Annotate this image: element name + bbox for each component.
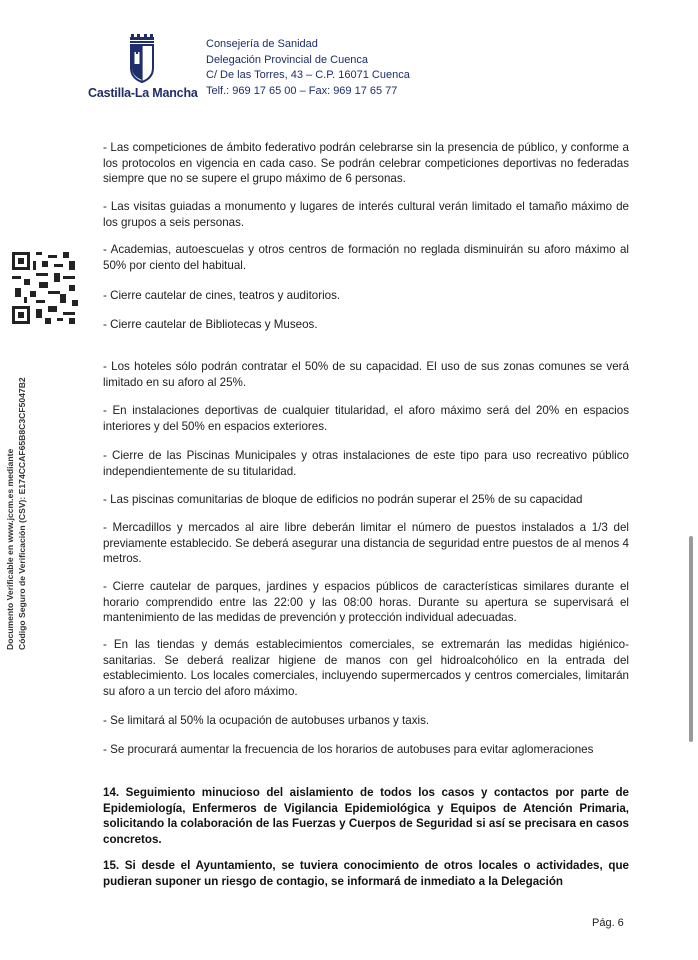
paragraph: - Cierre cautelar de Bibliotecas y Museos. (103, 318, 318, 331)
paragraph: - Cierre cautelar de cines, teatros y auditorios. (103, 289, 341, 302)
paragraph: - En instalaciones deportivas de cualquier titularidad, el aforo máximo será del 20% en espacios interiores y del 50% en espacios exteriores. (103, 404, 629, 433)
org-line: Delegación Provincial de Cuenca (206, 53, 369, 66)
numbered-item-15: 15. Si desde el Ayuntamiento, se tuviera conocimiento de otros locales o actividades, que pudieran suponer un riesgo de contagio, se informará de inmediato a la Delegación (103, 859, 629, 888)
numbered-item-14: 14. Seguimiento minucioso del aislamiento de todos los casos y contactos por parte de Epidemiología, Enfermeros de Vigilancia Epidemiológica y Equipos de Atención Primaria, solicitando la colaboración de las Fuerzas y Cuerpos de Seguridad si así se precisara en casos concretos. (103, 786, 629, 846)
qr-code (12, 252, 78, 324)
org-line: C/ De las Torres, 43 – C.P. 16071 Cuenca (206, 69, 410, 81)
scrollbar[interactable] (689, 536, 693, 742)
paragraph: - En las tiendas y demás establecimientos comerciales, se extremarán las medidas higiénico-sanitarias. Se deberá realizar higiene de manos con gel hidroalcohólico en la entrada del establecimiento. Los locales comerciales, incluyendo supermercados y centros comerciales, limitarán su aforo a un tercio del aforo máximo. (103, 638, 629, 698)
castilla-la-mancha-logo (88, 34, 196, 100)
verification-line: Código Seguro de Verificación (CSV): E174CCAF65B8C3CF5047B2 (17, 377, 27, 650)
paragraph: - Las visitas guiadas a monumento y lugares de interés cultural verán limitado el tamaño máximo de los grupos a seis personas. (103, 200, 629, 229)
verification-line: Documento Verificable en www.jccm.es mediante (5, 448, 15, 650)
paragraph: - Se procurará aumentar la frecuencia de los horarios de autobuses para evitar aglomeraciones (103, 743, 594, 756)
paragraph: - Las piscinas comunitarias de bloque de edificios no podrán superar el 25% de su capacidad (103, 493, 583, 506)
organization-address (206, 37, 410, 99)
paragraph: - Los hoteles sólo podrán contratar el 50% de su capacidad. El uso de sus zonas comunes se verá limitado en su aforo al 25%. (103, 360, 629, 389)
paragraph: - Mercadillos y mercados al aire libre deberán limitar el número de puestos instalados a 1/3 del previamente establecido. Se deberá asegurar una distancia de seguridad entre puestos de al menos 4 metros. (103, 521, 629, 565)
page-number: Pág. 6 (592, 917, 624, 929)
org-line: Consejería de Sanidad (206, 38, 318, 50)
coat-of-arms-icon (126, 34, 158, 86)
verification-stamp (4, 326, 38, 650)
paragraph: - Academias, autoescuelas y otros centros de formación no reglada disminuirán su aforo máximo al 50% por ciento del habitual. (103, 243, 629, 272)
paragraph: - Se limitará al 50% la ocupación de autobuses urbanos y taxis. (103, 714, 430, 727)
logo-text: Castilla-La Mancha (88, 86, 198, 100)
paragraph: - Las competiciones de ámbito federativo podrán celebrarse sin la presencia de público, y conforme a los protocolos en vigencia en cada caso. Se podrán celebrar competiciones deportivas no federadas siempre que no se supere el grupo máximo de 6 personas. (103, 141, 629, 185)
paragraph: - Cierre de las Piscinas Municipales y otras instalaciones de este tipo para uso recreativo público independientemente de su titularidad. (103, 449, 629, 478)
org-line: Telf.: 969 17 65 00 – Fax: 969 17 65 77 (206, 84, 398, 97)
paragraph: - Cierre cautelar de parques, jardines y espacios públicos de características similares durante el horario comprendido entre las 22:00 y las 08:00 horas. Durante su apertura se supervisará el mantenimiento de las medidas de prevención y protección individual adecuadas. (103, 580, 629, 624)
